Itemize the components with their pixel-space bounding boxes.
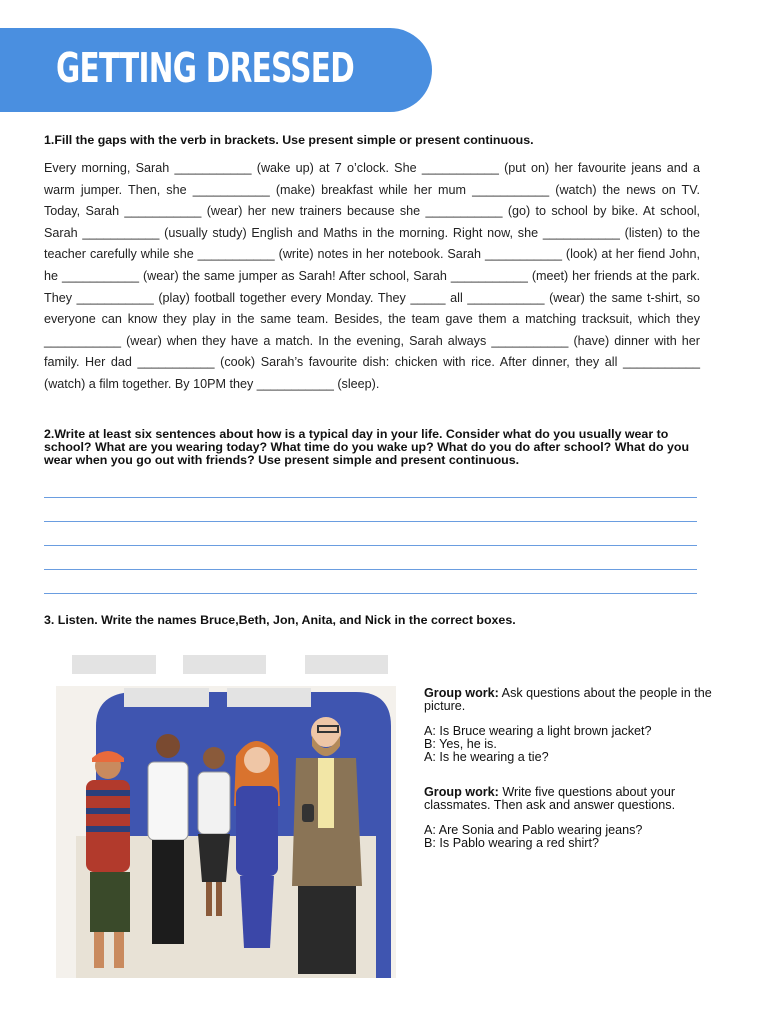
writing-line[interactable]	[44, 569, 697, 570]
name-box[interactable]	[227, 688, 311, 707]
name-box[interactable]	[183, 655, 266, 674]
exercise-3-instructions: 3. Listen. Write the names Bruce,Beth, Jon, Anita, and Nick in the correct boxes.	[44, 613, 516, 627]
name-box[interactable]	[72, 655, 156, 674]
dialogue-line: A: Is he wearing a tie?	[424, 750, 549, 764]
dialogue-line: A: Is Bruce wearing a light brown jacket?	[424, 724, 652, 738]
exercise-1-paragraph: Every morning, Sarah ___________ (wake up) at 7 o’clock. She ___________ (put on) her favourite jeans and a warm jumper. Then, she ___________ (make) breakfast while her mum ___________ (watch) the news on TV. Today, Sarah ___________ (wear) her new trainers because she ___________ (go) to school by bike. At school, Sarah ___________ (usually study) English and Maths in the morning. Right now, she ___________ (listen) to the teacher carefully while she ___________ (write) notes in her notebook. Sarah ___________ (look) at her fiend John, he ___________ (wear) the same jumper as Sarah! After school, Sarah ___________ (meet) her friends at the park. They ___________ (play) football together every Monday. They _____ all ___________ (wear) the same t-shirt, so everyone can know they play in the same team. Besides, the team gave them a matching tracksuit, which they ___________ (wear) when they have a match. In the evening, Sarah always ___________ (have) dinner with her family. Her dad ___________ (cook) Sarah’s favourite dish: chicken with rice. After dinner, they all ___________ (watch) a film together. By 10PM they ___________ (sleep).	[44, 161, 700, 391]
dialogue-line: B: Yes, he is.	[424, 737, 497, 751]
exercise-2-instructions: 2.Write at least six sentences about how is a typical day in your life. Consider what do you usually wear to school? What are you wearing today? What time do you wake up? What do you do after school? What do you wear when you go out with friends? Use present simple and present continuous.	[44, 427, 690, 467]
group-work-1	[424, 687, 744, 764]
exercise-1-instructions: 1.Fill the gaps with the verb in brackets. Use present simple or present continuous.	[44, 133, 534, 147]
writing-line[interactable]	[44, 545, 697, 546]
group-work-label: Group work:	[424, 785, 499, 799]
dialogue-line: B: Is Pablo wearing a red shirt?	[424, 836, 600, 850]
group-work-instructions: Write five questions about your classmates. Then ask and answer questions.	[424, 785, 676, 812]
writing-lines	[44, 497, 697, 617]
dialogue-line: A: Are Sonia and Pablo wearing jeans?	[424, 823, 643, 837]
group-work-2	[424, 786, 744, 850]
writing-line[interactable]	[44, 521, 697, 522]
group-work-label: Group work:	[424, 686, 499, 700]
name-box[interactable]	[124, 688, 209, 707]
writing-line[interactable]	[44, 593, 697, 594]
person-white-shirt	[148, 734, 188, 944]
group-work-instructions: Ask questions about the people in the picture.	[424, 686, 712, 713]
worksheet-title: GETTING DRESSED	[56, 44, 355, 92]
name-box[interactable]	[305, 655, 388, 674]
people-illustration	[56, 686, 396, 978]
writing-line[interactable]	[44, 497, 697, 498]
